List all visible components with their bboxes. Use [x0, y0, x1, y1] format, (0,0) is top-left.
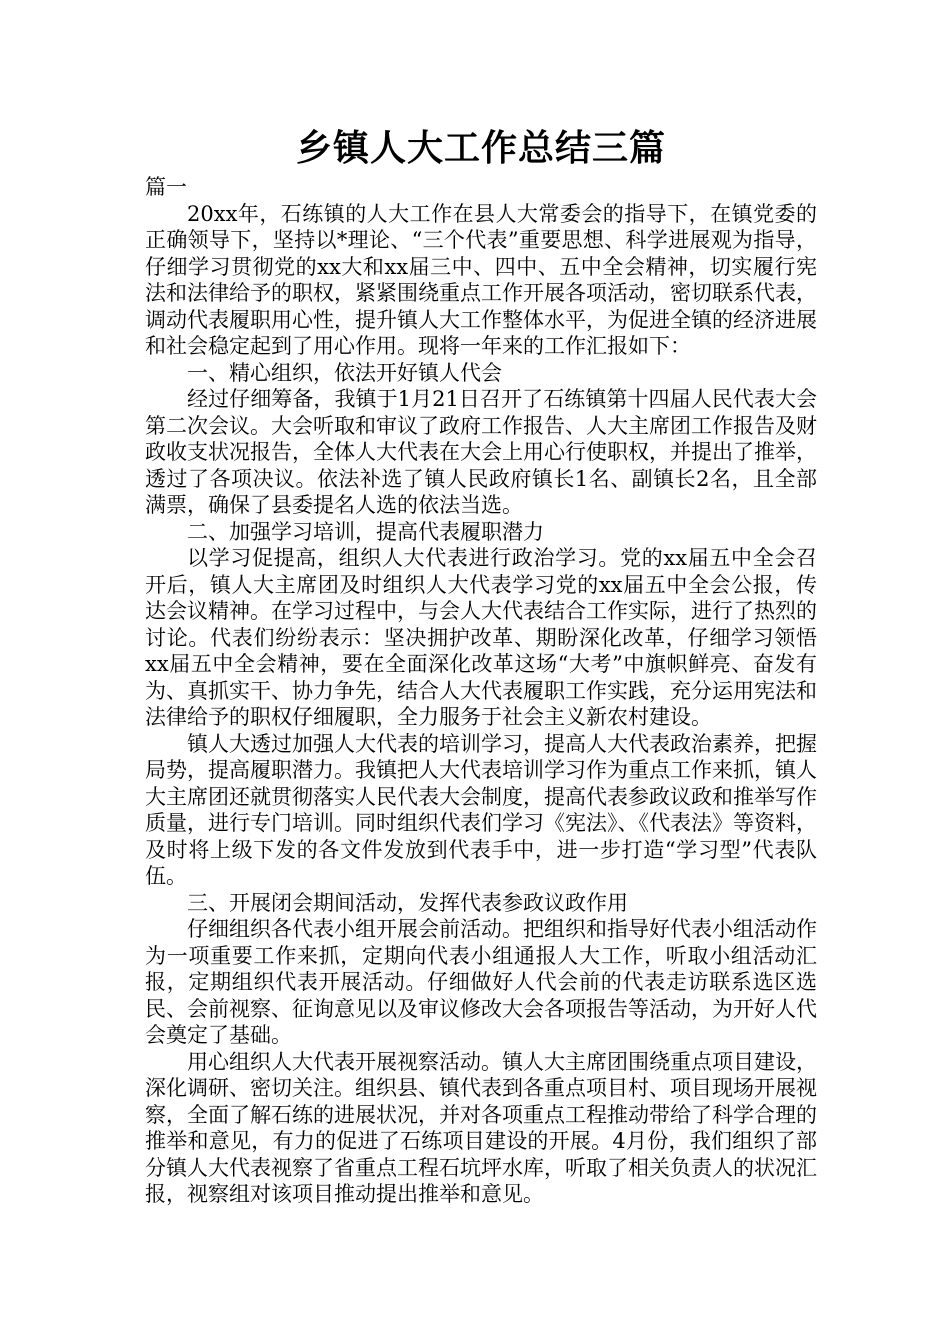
paragraph: 仔细组织各代表小组开展会前活动。把组织和指导好代表小组活动作为一项重要工作来抓，定期向代表小组通报人大工作，听取小组活动汇报，定期组织代表开展活动。仔细做好人代会前的代表走访联系选区选民、会前视察、征询意见以及审议修改大会各项报告等活动，为开好人代会奠定了基础。 [145, 917, 817, 1047]
paragraph: 20xx年，石练镇的人大工作在县人大常委会的指导下，在镇党委的正确领导下，坚持以*理论、“三个代表”重要思想、科学进展观为指导，仔细学习贯彻党的xx大和xx届三中、四中、五中全会精神，切实履行宪法和法律给予的职权，紧紧围绕重点工作开展各项活动，密切联系代表，调动代表履职用心性，提升镇人大工作整体水平，为促进全镇的经济进展和社会稳定起到了用心作用。现将一年来的工作汇报如下： [145, 201, 817, 358]
paragraph: 用心组织人大代表开展视察活动。镇人大主席团围绕重点项目建设，深化调研、密切关注。组织县、镇代表到各重点项目村、项目现场开展视察，全面了解石练的进展状况，并对各项重点工程推动带给了科学合理的推举和意见，有力的促进了石练项目建设的开展。4月份，我们组织了部分镇人大代表视察了省重点工程石坑坪水库，听取了相关负责人的状况汇报，视察组对该项目推动提出推举和意见。 [145, 1049, 817, 1206]
paragraph: 经过仔细筹备，我镇于1月21日召开了石练镇第十四届人民代表大会第二次会议。大会听取和审议了政府工作报告、人大主席团工作报告及财政收支状况报告，全体人大代表在大会上用心行使职权，并提出了推举，透过了各项决议。依法补选了镇人民政府镇长1名、副镇长2名，且全部满票，确保了县委提名人选的依法当选。 [145, 387, 817, 517]
paragraph: 以学习促提高，组织人大代表进行政治学习。党的xx届五中全会召开后，镇人大主席团及时组织人大代表学习党的xx届五中全会公报，传达会议精神。在学习过程中，与会人大代表结合工作实际，进行了热烈的讨论。代表们纷纷表示：坚决拥护改革、期盼深化改革，仔细学习领悟xx届五中全会精神，要在全面深化改革这场“大考”中旗帜鲜亮、奋发有为、真抓实干、协力争先，结合人大代表履职工作实践，充分运用宪法和法律给予的职权仔细履职，全力服务于社会主义新农村建设。 [145, 546, 817, 729]
document-title: 乡镇人大工作总结三篇 [295, 128, 666, 169]
paragraph: 镇人大透过加强人大代表的培训学习，提高人大代表政治素养，把握局势，提高履职潜力。我镇把人大代表培训学习作为重点工作来抓，镇人大主席团还就贯彻落实人民代表大会制度，提高代表参政议政和推举写作质量，进行专门培训。同时组织代表们学习《宪法》、《代表法》等资料，及时将上级下发的各文件发放到代表手中，进一步打造“学习型”代表队伍。 [145, 731, 817, 888]
section-heading: 二、加强学习培训，提高代表履职潜力 [187, 519, 544, 544]
section-heading: 三、开展闭会期间活动，发挥代表参政议政作用 [187, 890, 628, 915]
document-body [145, 201, 817, 1208]
section-label: 篇一 [145, 175, 187, 199]
section-heading: 一、精心组织，依法开好镇人代会 [187, 360, 502, 385]
document-page [145, 124, 817, 1208]
